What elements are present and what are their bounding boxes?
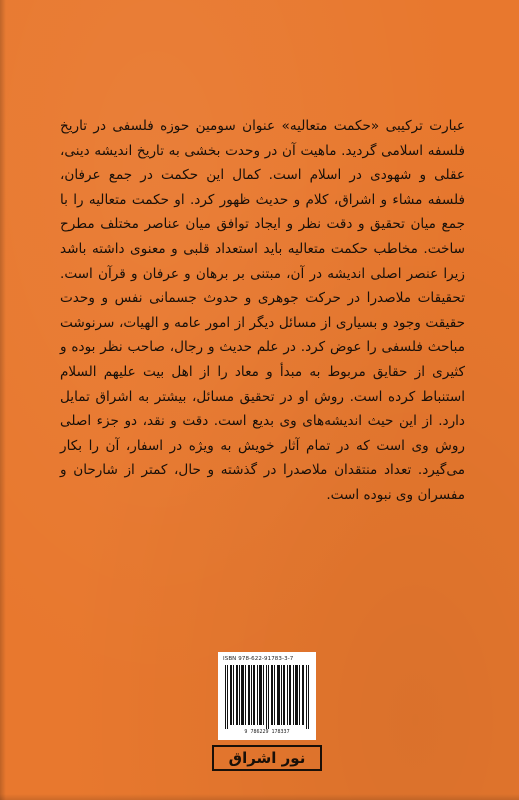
isbn-barcode-box xyxy=(218,652,316,740)
publisher-logo-text: نور اشراق xyxy=(228,749,306,767)
publisher-logo xyxy=(212,745,322,771)
barcode-icon xyxy=(223,665,311,729)
cover-left-edge-shadow xyxy=(0,0,6,800)
blurb-text: عبارت ترکیبی «حکمت متعالیه» عنوان سومین حوزه فلسفی در تاریخ فلسفه اسلامی گردید. ماهیت آن در وحدت بخشی به تاریخ اندیشه دینی، عقلی و شهودی در اسلام است. کمال این حکمت در جمع عرفان، فلسفه مشاء و اشراق، کلام و حدیث ظهور کرد. او حکمت متعالیه را با جمع میان تحقیق و دقت نظر و ایجاد توافق میان عناصر مختلف مطرح ساخت. مخاطب حکمت متعالیه باید استعداد قلبی و معنوی داشته باشد زیرا عنصر اصلی اندیشه در آن، مبتنی بر برهان و عرفان و قرآن است. تحقیقات ملاصدرا در حرکت جوهری و حدوث جسمانی نفس و وحدت حقیقت وجود و بسیاری از مسائل دیگر از امور عامه و الهیات، سرنوشت مباحث فلسفی را عوض کرد. در علم حدیث و رجال، صاحب نظر بوده و کثیری از حقایق مربوط به مبدأ و معاد را از اهل بیت علیهم السلام استنباط کرده است. روش او در تحقیق مسائل، بیشتر به اشراق تمایل دارد. از این حیث اندیشه‌های وی بدیع است. دقت و نقد، دو جزء اصلی روش وی است که در تمام آثار خویش به ویژه در اسفار، آن را بکار می‌گیرد. تعداد منتقدان ملاصدرا در گذشته و حال، کمتر از شارحان و مفسران وی نبوده است. xyxy=(60,118,465,503)
barcode-digits: 9 786229 178337 xyxy=(244,729,290,735)
cover-bottom-edge-shadow xyxy=(0,794,519,800)
isbn-number: ISBN 978-622-91783-3-7 xyxy=(223,656,294,662)
